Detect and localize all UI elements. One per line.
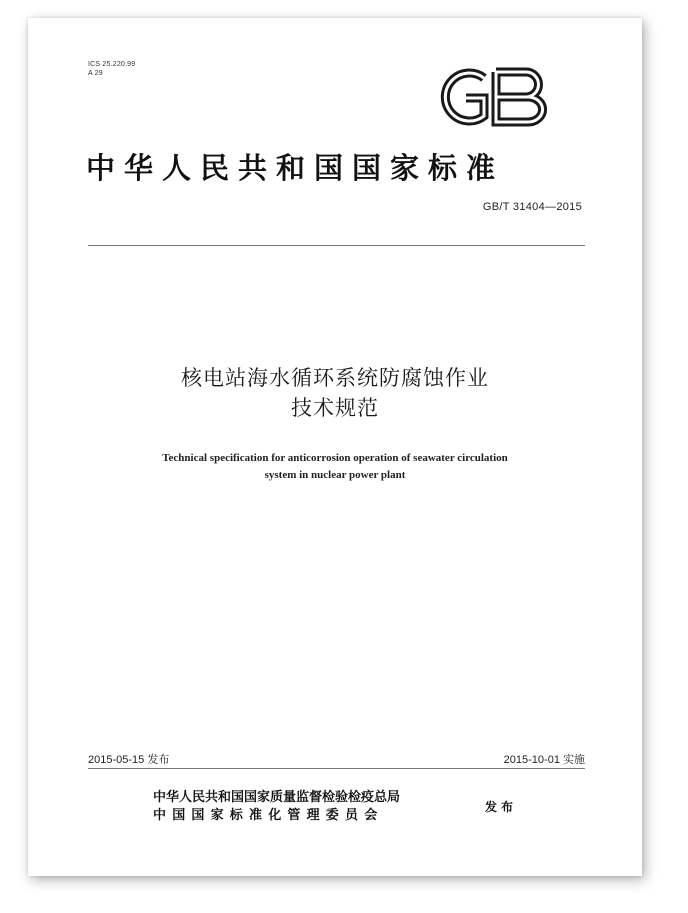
standard-cover-page bbox=[28, 18, 642, 876]
header-divider bbox=[88, 245, 585, 246]
title-zh-line-2: 技术规范 bbox=[291, 396, 379, 420]
national-standard-heading: 中华人民共和国国家标准 bbox=[86, 151, 505, 185]
standard-number: GB/T 31404—2015 bbox=[482, 201, 582, 213]
ccs-code: A 29 bbox=[88, 70, 103, 77]
publish-label: 发布 bbox=[485, 800, 518, 814]
classification-codes bbox=[88, 60, 135, 78]
ics-code: ICS 25.220.99 bbox=[88, 61, 136, 68]
title-en-line-1: Technical specification for anticorrosion operation of seawater circulation bbox=[162, 452, 508, 464]
title-en-line-2: system in nuclear power plant bbox=[264, 469, 406, 481]
title-zh-line-1: 核电站海水循环系统防腐蚀作业 bbox=[181, 366, 489, 390]
publisher-sac: 中国国家标准化管理委员会 bbox=[153, 808, 384, 823]
document-title-en bbox=[28, 450, 642, 484]
issue-date: 2015-05-15 发布 bbox=[88, 754, 170, 766]
implementation-date: 2015-10-01 实施 bbox=[503, 754, 585, 766]
footer-divider bbox=[88, 768, 585, 769]
gb-logo bbox=[428, 64, 558, 130]
document-title-zh bbox=[28, 363, 642, 423]
publisher-aqsiq: 中华人民共和国国家质量监督检验检疫总局 bbox=[153, 790, 401, 805]
publishers bbox=[153, 789, 400, 825]
